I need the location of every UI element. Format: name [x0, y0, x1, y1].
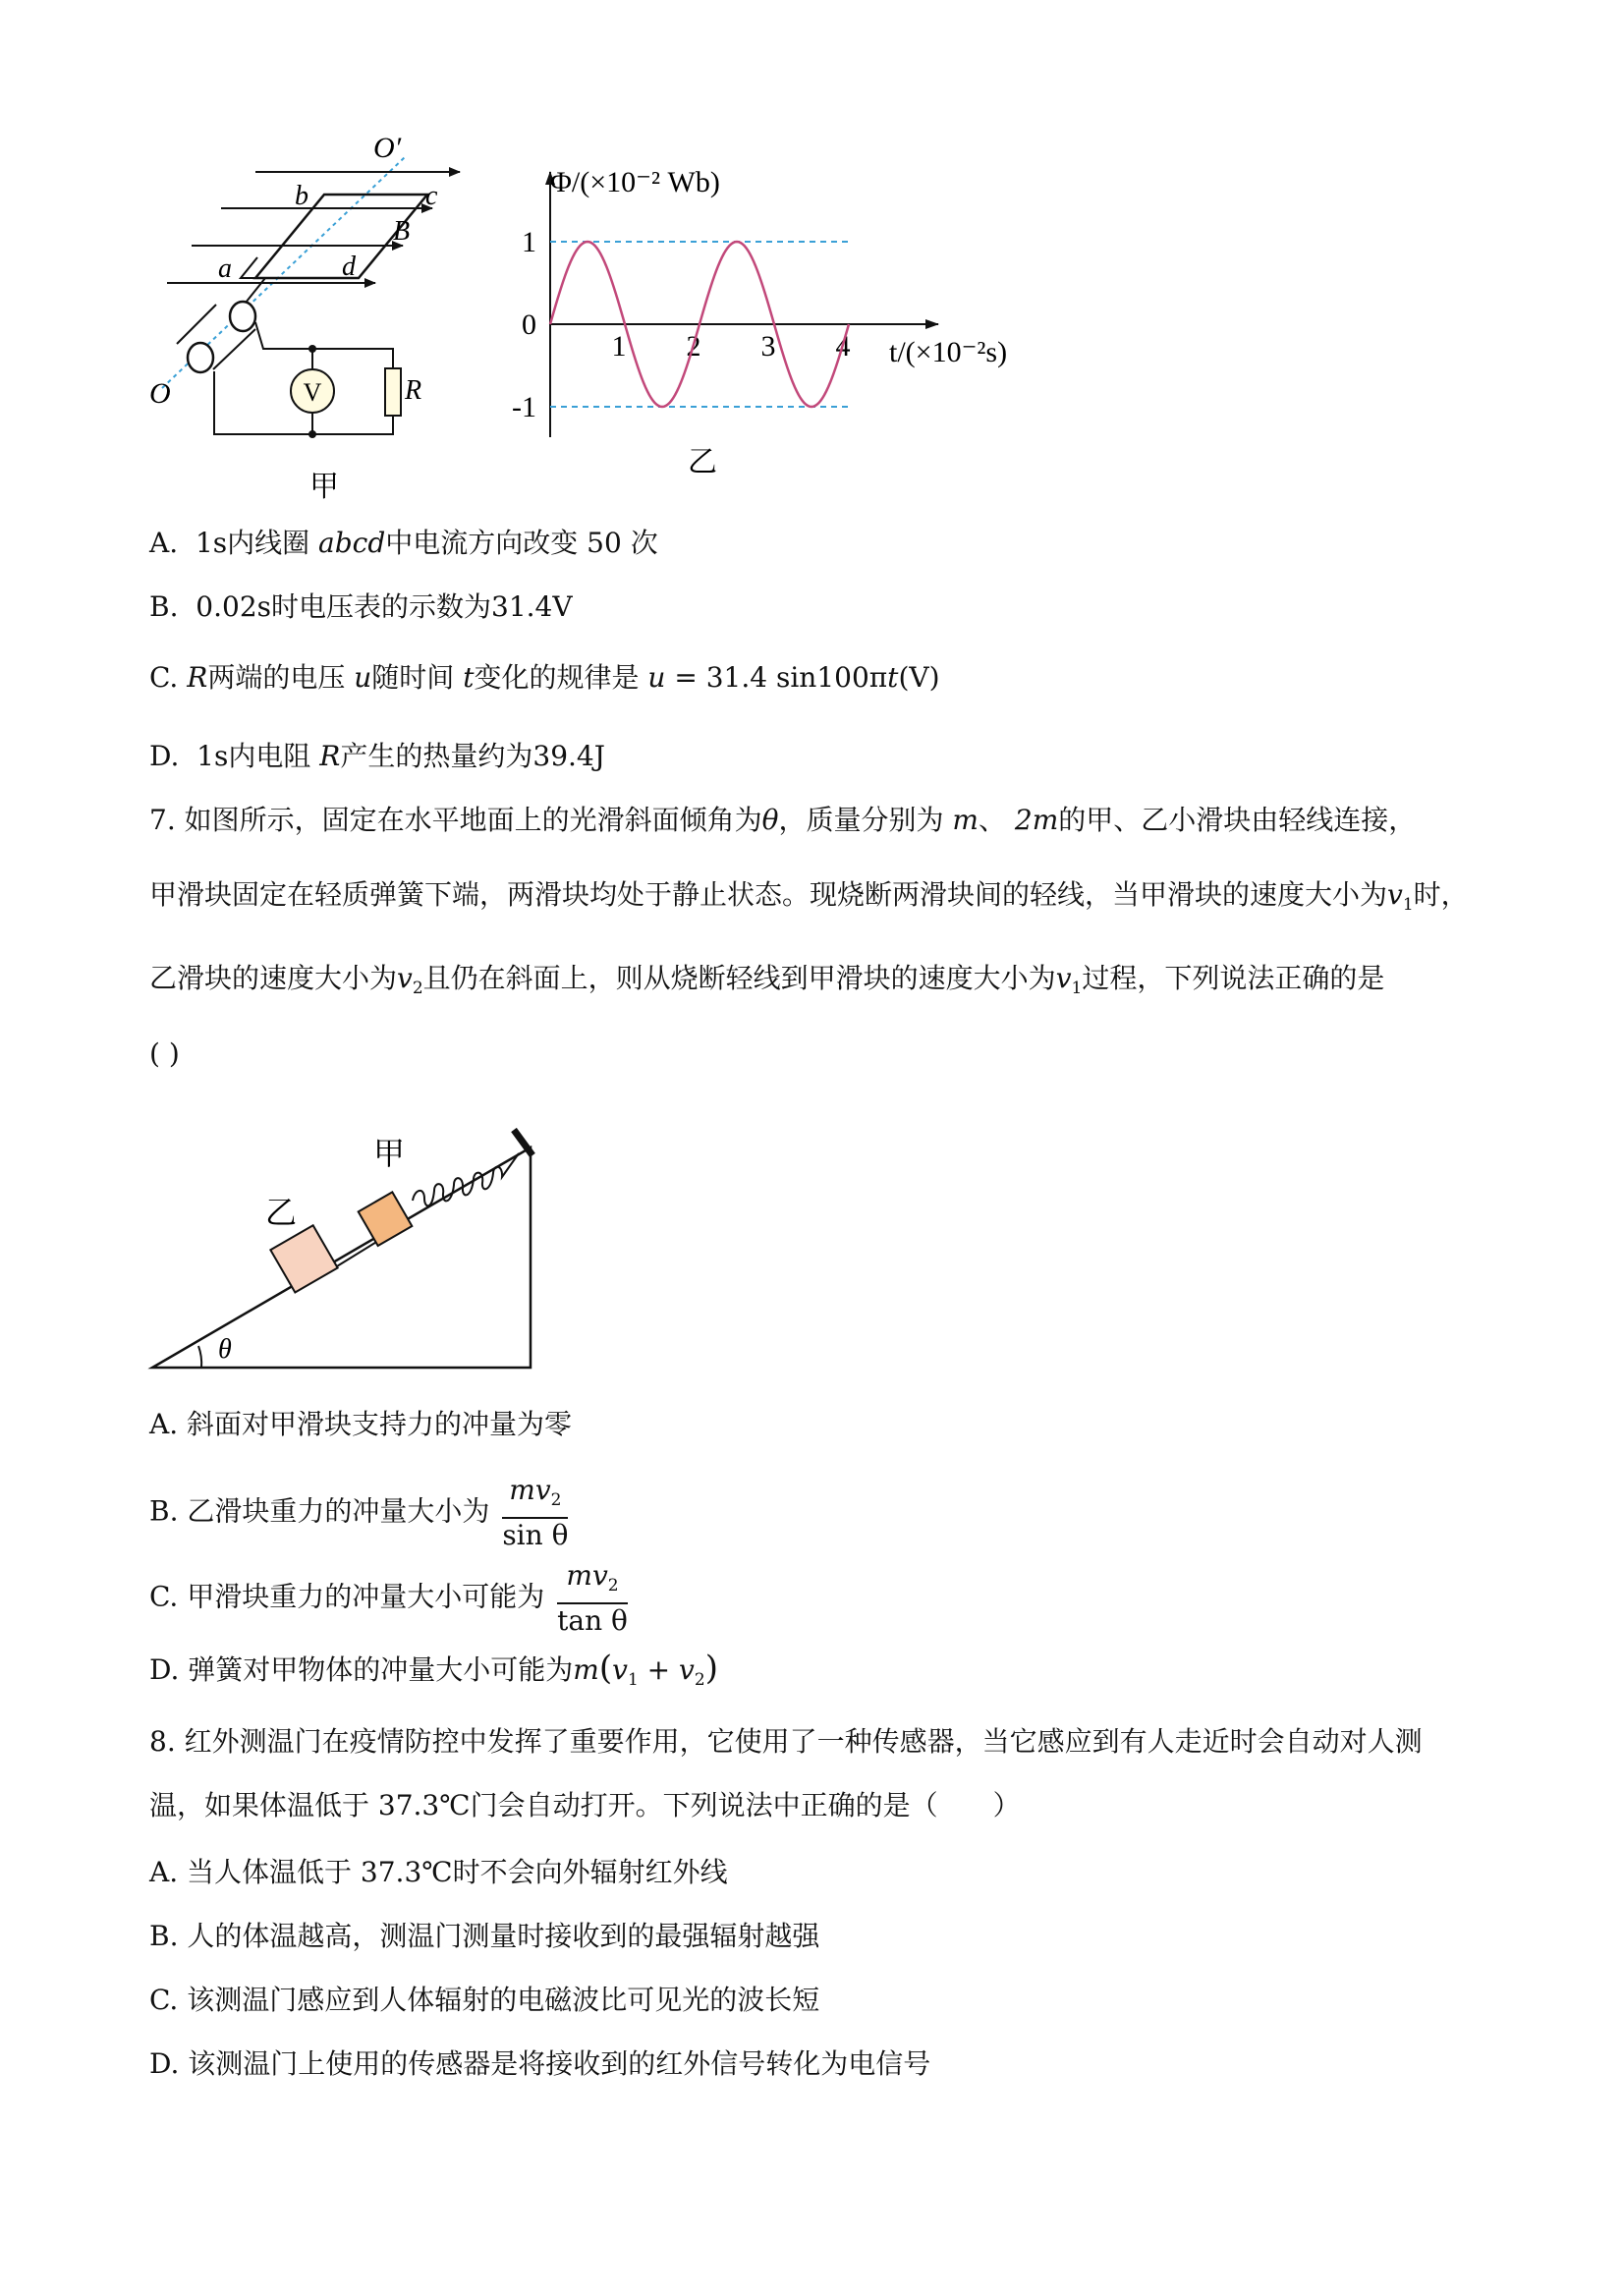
q7-option-b: B. 乙滑块重力的冲量大小为 $\frac{mv_2}{\text{sin θ}}$ — [149, 1474, 569, 1551]
fraction-mv2-tan: $\frac{mv_2}{\text{tan θ}}$ — [557, 1559, 628, 1637]
chart-x-tick-label: 4 — [835, 330, 851, 363]
q6-option-b: B. 0.02s时电压表的示数为31.4V — [149, 590, 573, 623]
chart-x-tick-label: 2 — [686, 330, 701, 363]
slip-ring — [230, 302, 255, 331]
slip-ring — [188, 343, 213, 372]
label-block-yi: 乙 — [265, 1195, 298, 1230]
label-c: c — [425, 181, 438, 211]
block-yi — [270, 1225, 337, 1292]
label-o-prime: O′ — [373, 132, 402, 164]
chart-xlabel: t/(×10⁻²s) — [889, 336, 1008, 368]
q8-option-c: C. 该测温门感应到人体辐射的电磁波比可见光的波长短 — [149, 1984, 820, 2016]
label-b: b — [295, 181, 308, 211]
chart-y-tick-label: -1 — [512, 391, 536, 423]
spring — [413, 1153, 519, 1205]
q7-option-c: C. 甲滑块重力的冲量大小可能为 $\frac{mv_2}{\text{tan θ}}$ — [149, 1559, 628, 1637]
chart-ylabel: Φ/(×10⁻² Wb) — [550, 166, 720, 198]
q7-stem-line2: 甲滑块固定在轻质弹簧下端，两滑块均处于静止状态。现烧断两滑块间的轻线，当甲滑块的速度大小为$v_1$时， — [149, 878, 1469, 915]
flux-chart — [506, 147, 1056, 481]
junction-dot — [308, 430, 316, 438]
q7-stem-line1: 7. 如图所示，固定在水平地面上的光滑斜面倾角为θ，质量分别为 m、 2m的甲、乙小滑块由轻线连接， — [149, 804, 1417, 836]
chart-y-tick-label: 0 — [522, 308, 536, 341]
chart-x-tick-label: 3 — [760, 330, 776, 363]
q8-option-b: B. 人的体温越高，测温门测量时接收到的最强辐射越强 — [149, 1920, 820, 1952]
junction-dot — [308, 345, 316, 353]
label-block-jia: 甲 — [373, 1136, 406, 1171]
q8-option-a: A. 当人体温低于 37.3℃时不会向外辐射红外线 — [149, 1856, 728, 1888]
figure-generator — [147, 128, 472, 511]
q7-stem-line3: 乙滑块的速度大小为$v_2$且仍在斜面上，则从烧断轻线到甲滑块的速度大小为$v_1$过程，下列说法正确的是 — [149, 962, 1385, 998]
angle-arc — [198, 1346, 201, 1368]
chart-y-tick-label: 1 — [522, 226, 536, 258]
ring-shaft — [213, 329, 255, 369]
q7-option-d: D. 弹簧对甲物体的冲量大小可能为$m(v_1 + v_2)$ — [149, 1649, 718, 1690]
caption-jia: 甲 — [309, 471, 339, 503]
q6-option-d: D. 1s内电阻 R产生的热量约为39.4J — [149, 740, 605, 772]
label-d: d — [342, 252, 356, 282]
coil-lead — [241, 257, 257, 278]
chart-x-tick-label: 1 — [611, 330, 627, 363]
q6-option-a: A. 1s内线圈 abcd中电流方向改变 50 次 — [149, 527, 658, 559]
q8-option-d: D. 该测温门上使用的传感器是将接收到的红外信号转化为电信号 — [149, 2047, 931, 2080]
ring-shaft — [177, 305, 216, 344]
q7-answer-paren: ( ) — [149, 1037, 180, 1070]
q6-option-c: C. R两端的电压 u随时间 t变化的规律是 u = 31.4 sin100πt(V) — [149, 661, 940, 694]
figure-incline — [147, 1100, 540, 1375]
fraction-mv2-sin: $\frac{mv_2}{\text{sin θ}}$ — [502, 1474, 569, 1551]
q8-stem-line2: 温，如果体温低于 37.3℃门会自动打开。下列说法中正确的是（ ） — [149, 1789, 1021, 1821]
resistor-r — [385, 368, 401, 416]
block-jia — [359, 1192, 413, 1246]
label-o: O — [149, 377, 171, 410]
label-field-b: B — [393, 216, 411, 247]
chart-caption: 乙 — [688, 446, 717, 478]
q7-option-a: A. 斜面对甲滑块支持力的冲量为零 — [149, 1408, 573, 1440]
label-r: R — [405, 375, 422, 406]
voltmeter-label: V — [303, 378, 322, 407]
label-a: a — [218, 253, 232, 284]
q8-stem-line1: 8. 红外测温门在疫情防控中发挥了重要作用，它使用了一种传感器，当它感应到有人走近时会自动对人测 — [149, 1725, 1423, 1758]
label-theta: θ — [218, 1334, 232, 1365]
string — [332, 1241, 378, 1269]
